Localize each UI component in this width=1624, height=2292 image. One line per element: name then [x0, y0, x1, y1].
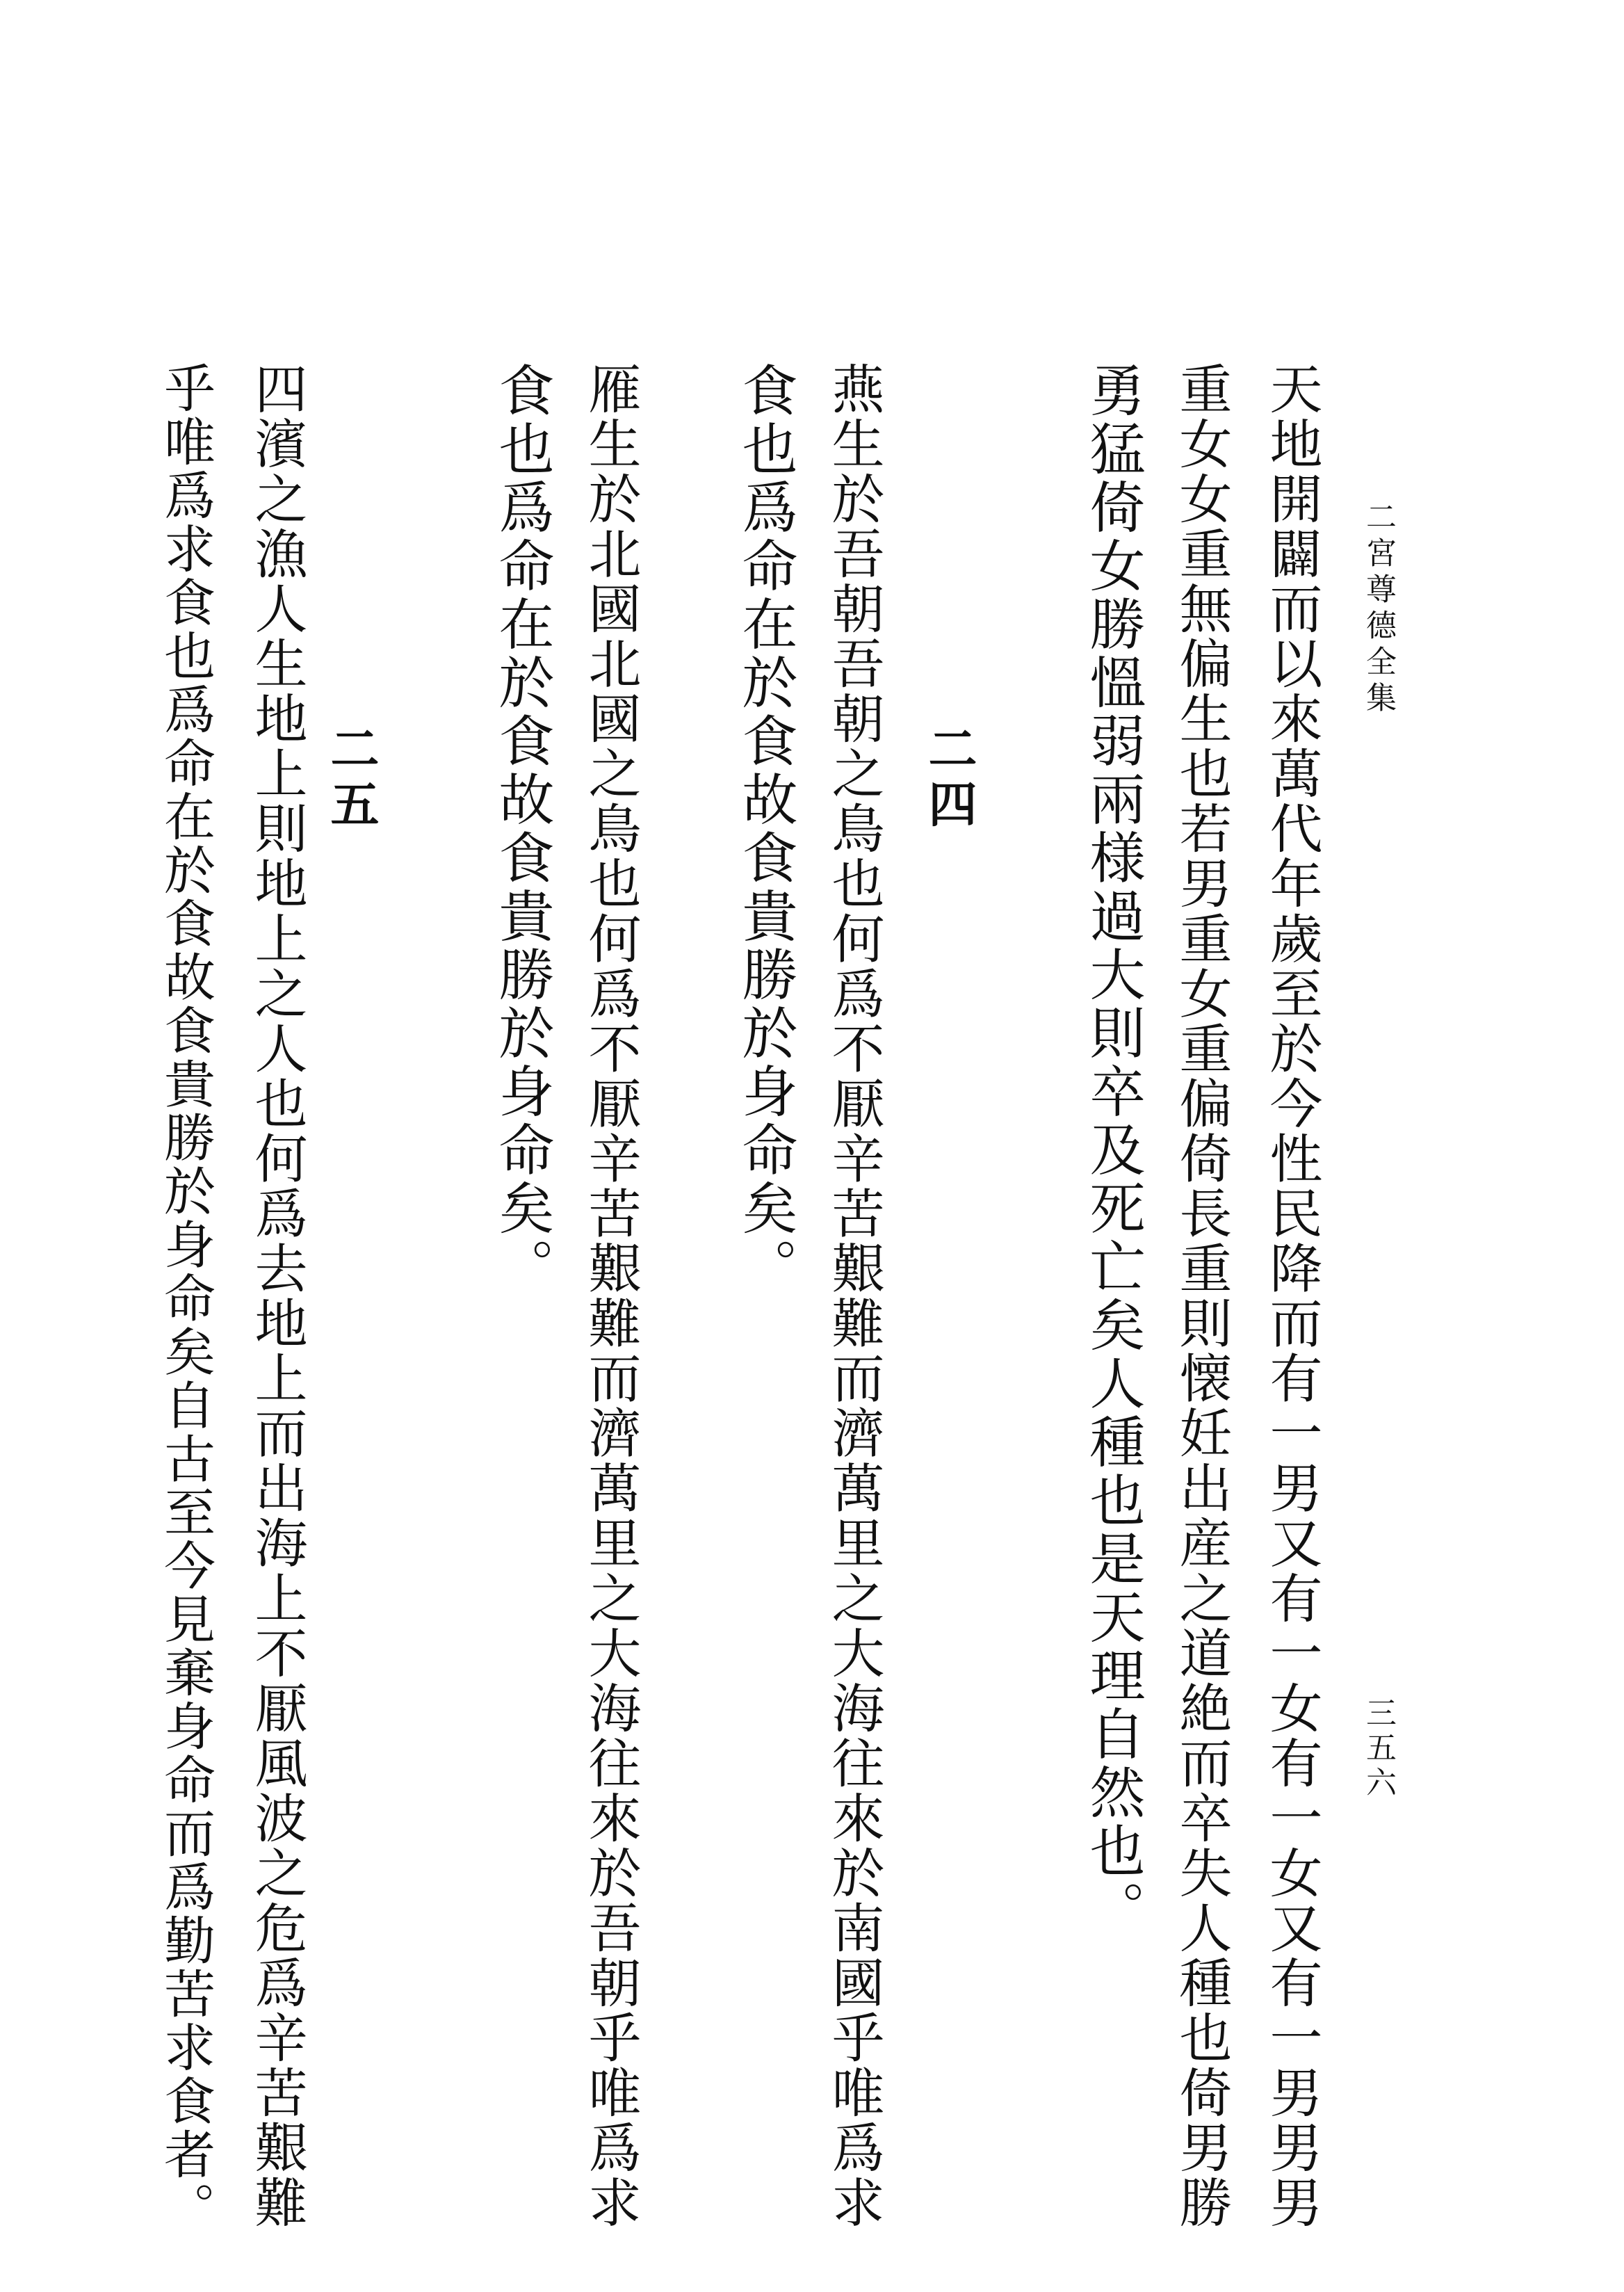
- page-number: 三五六: [1361, 1697, 1396, 1801]
- section-heading: 二四: [920, 723, 978, 834]
- text-column: 天地開闢而以來萬代年歲至於今性民降而有一男又有一女有一女又有一男男男: [1261, 362, 1323, 2231]
- text-column: 乎唯爲求食也爲命在於食故食貴勝於身命矣自古至今見棄身命而爲勤苦求食者。: [156, 362, 216, 2235]
- text-column: 雁生於北國北國之鳥也何爲不厭辛苦艱難而濟萬里之大海往來於吾朝乎唯爲求: [580, 362, 642, 2231]
- section-heading: 二五: [323, 723, 380, 834]
- text-column: 重女女重無偏生也若男重女重偏倚長重則懐妊出産之道絶而卒失人種也倚男勝: [1171, 362, 1233, 2231]
- text-column: 四濱之漁人生地上則地上之人也何爲去地上而出海上不厭風波之危爲辛苦艱難: [246, 362, 308, 2231]
- text-column: 食也爲命在於食故食貴勝於身命矣。: [733, 362, 797, 1296]
- text-column: 燕生於吾朝吾朝之鳥也何爲不厭辛苦艱難而濟萬里之大海往來於南國乎唯爲求: [823, 362, 885, 2231]
- book-title: 二宮尊德全集: [1361, 501, 1396, 718]
- text-column: 食也爲命在於食故食貴勝於身命矣。: [489, 362, 554, 1296]
- text-column: 勇猛倚女勝慍弱兩様過大則卒及死亡矣人種也是天理自然也。: [1080, 362, 1145, 1939]
